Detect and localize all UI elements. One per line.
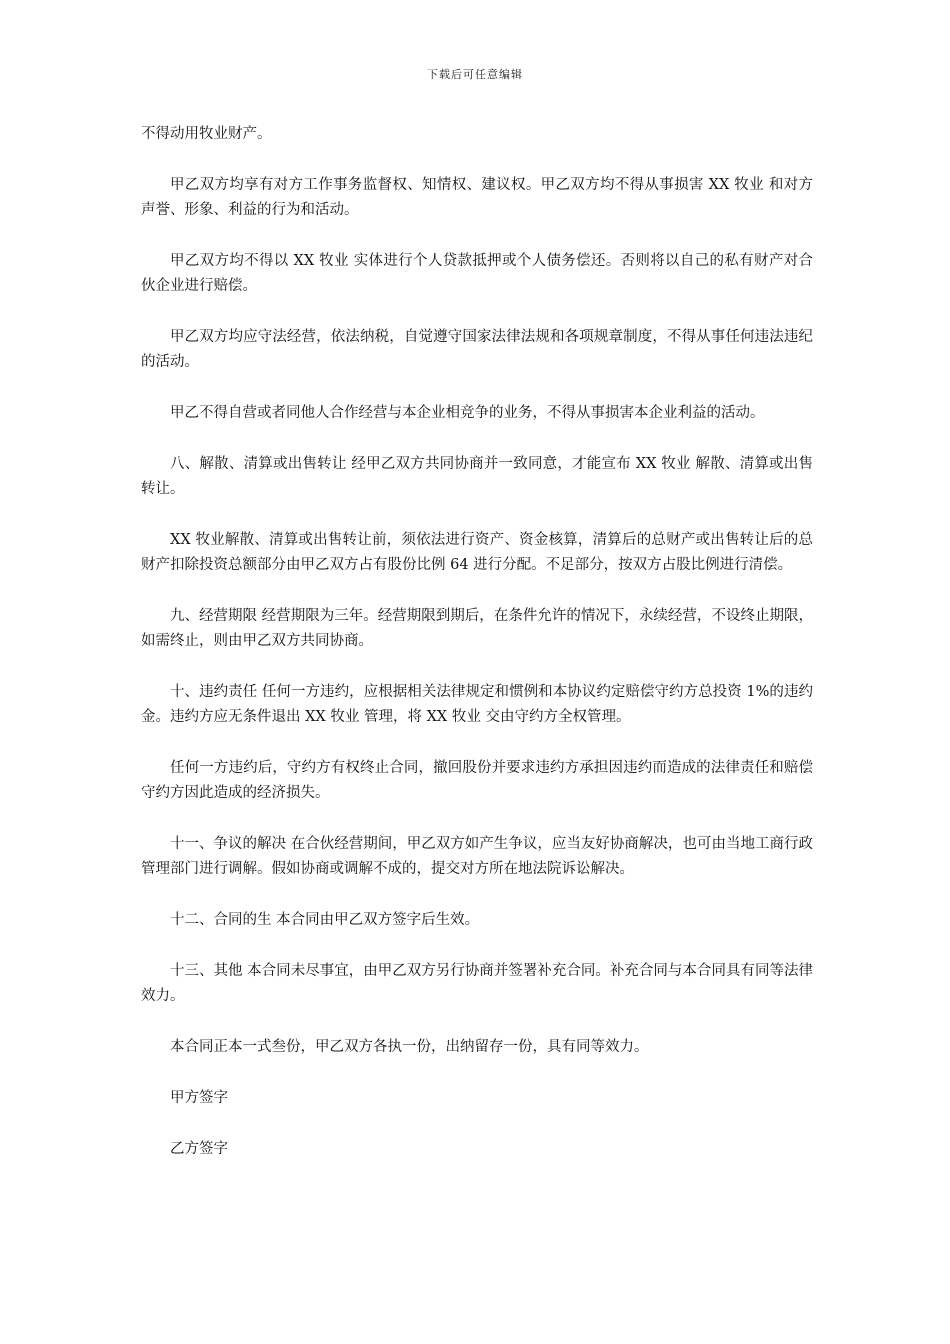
section-heading-paragraph: 十一、争议的解决 在合伙经营期间，甲乙双方如产生争议，应当友好协商解决，也可由当地工商行政管理部门进行调解。假如协商或调解不成的，提交对方所在地法院诉讼解决。 bbox=[141, 836, 813, 877]
paragraph: 甲乙双方均应守法经营，依法纳税，自觉遵守国家法律法规和各项规章制度，不得从事任何违法违纪的活动。 bbox=[141, 329, 813, 370]
section-heading-paragraph: 八、解散、清算或出售转让 经甲乙双方共同协商并一致同意，才能宣布 XX 牧业 解散、清算或出售转让。 bbox=[141, 456, 813, 497]
paragraph: 任何一方违约后，守约方有权终止合同，撤回股份并要求违约方承担因违约而造成的法律责任和赔偿守约方因此造成的经济损失。 bbox=[141, 760, 813, 801]
document-body bbox=[141, 122, 813, 1162]
paragraph: 甲乙双方均享有对方工作事务监督权、知情权、建议权。甲乙双方均不得从事损害 XX 牧业 和对方声誉、形象、利益的行为和活动。 bbox=[141, 177, 813, 218]
page-header: 下载后可任意编辑 bbox=[427, 68, 523, 81]
section-heading-paragraph: 十三、其他 本合同未尽事宜，由甲乙双方另行协商并签署补充合同。补充合同与本合同具有同等法律效力。 bbox=[141, 963, 813, 1004]
party-a-signature-label: 甲方签字 bbox=[170, 1090, 228, 1106]
paragraph: XX 牧业解散、清算或出售转让前，须依法进行资产、资金核算，清算后的总财产或出售转让后的总财产扣除投资总额部分由甲乙双方占有股份比例 64 进行分配。不足部分，按双方占股比例进行清偿。 bbox=[141, 532, 813, 573]
paragraph: 甲乙双方均不得以 XX 牧业 实体进行个人贷款抵押或个人债务偿还。否则将以自己的私有财产对合伙企业进行赔偿。 bbox=[141, 253, 813, 294]
party-b-signature-label: 乙方签字 bbox=[170, 1141, 228, 1157]
paragraph: 不得动用牧业财产。 bbox=[141, 126, 272, 142]
paragraph: 甲乙不得自营或者同他人合作经营与本企业相竞争的业务，不得从事损害本企业利益的活动。 bbox=[170, 405, 765, 421]
paragraph: 本合同正本一式叁份，甲乙双方各执一份，出纳留存一份，具有同等效力。 bbox=[170, 1039, 649, 1055]
section-heading-paragraph: 十二、合同的生 本合同由甲乙双方签字后生效。 bbox=[170, 912, 480, 928]
section-heading-paragraph: 九、经营期限 经营期限为三年。经营期限到期后，在条件允许的情况下，永续经营，不设终止期限，如需终止，则由甲乙双方共同协商。 bbox=[141, 608, 813, 649]
section-heading-paragraph: 十、违约责任 任何一方违约，应根据相关法律规定和惯例和本协议约定赔偿守约方总投资 1%的违约金。违约方应无条件退出 XX 牧业 管理，将 XX 牧业 交由守约方全权管理。 bbox=[141, 684, 813, 725]
